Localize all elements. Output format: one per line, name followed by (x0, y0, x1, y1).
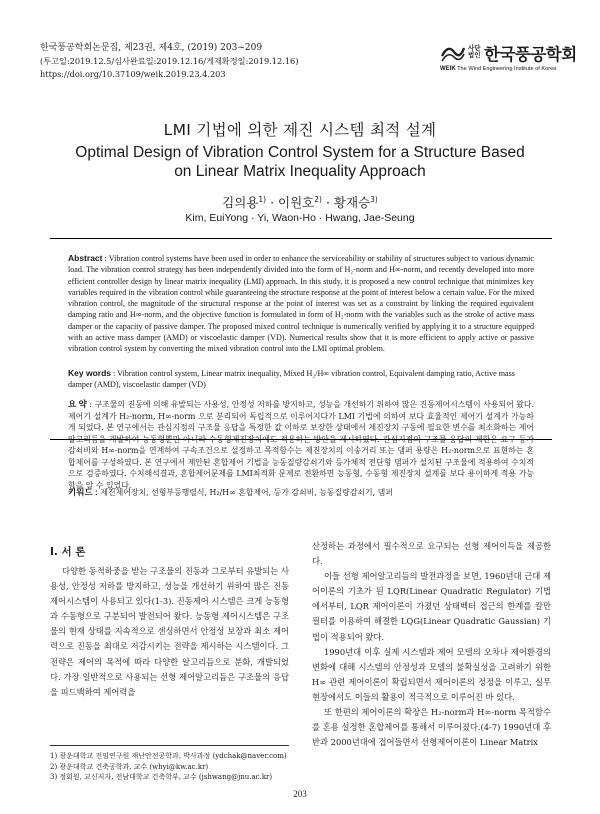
doi-link[interactable]: https://doi.org/10.37109/weik.2019.23.4.203 (40, 69, 226, 79)
society-logo (440, 40, 577, 78)
keywords: Key words : Vibration control system, Linear matrix inequality, Mixed H₂/H∞ vibration control, Equivalent damping ratio, Active mass damper (AMD), viscoelastic damper (VD) (68, 368, 515, 390)
abstract-label: Abstract (68, 253, 103, 263)
paragraph: 또 한편의 제어이론의 확장은 H₂-norm과 H∞-norm 목적함수를 혼용 설정한 혼합제어를 통해서 이루어졌다.(4-7) 1990년대 후반과 2000년대에 접어들면서 선형제어이론이 Linear Matrix (312, 707, 551, 748)
logo-small-label: 사단 법인 (468, 44, 481, 59)
author-name: 황재승 (333, 195, 371, 210)
logo-name-en (440, 66, 556, 72)
journal-citation: 한국풍공학회논문집, 제23권, 제4호, (2019) 203~209 (40, 43, 263, 53)
footnotes (50, 751, 300, 783)
submission-dates: (투고일:2019.12.5/심사완료일:2019.12.16/게재확정일:2019.12.16) (40, 56, 299, 66)
keywords-label: Key words (68, 368, 111, 378)
logo-english: The Wind Engineering Institute of Korea (457, 66, 557, 72)
body-right-column (312, 539, 551, 750)
footnote: 2) 광운대학교 건축공학과, 교수 (whyi@kw.ac.kr) (50, 762, 209, 771)
logo-abbr: WEIK (440, 66, 456, 72)
author-separator: · (266, 195, 279, 210)
abstract-text: Vibration control systems have been used in order to enhance the serviceability or stability of structures subject to various dynamic load. The vibration control strategy has been independently divided into the form of H₂-norm and H∞-norm, and recently developed into more efficient controller design by linear matrix inequality (LMI) approach. In this study, it is proposed a new control technique that minimizes key variables required in the vibration control while guaranteeing the structure response at the point of interest below a certain value. For the mixed vibration control, the magnitude of the structural response at the point of interest was set as a constraint by linking the required equivalent damping ratio and H∞-norm, and the objective function is formulated in form of H₂-norm with the variables such as the stroke of active mass damper or the capacity of passive damper. The proposed mixed control technique is numerically verified by applying it to a structure equipped with an active mass damper (AMD) or viscoelastic damper (VD). Numerical results show that it is more efficient to apply active or passive vibration control system by converting the mixed vibration control into the LMI optimal problem. (68, 254, 534, 354)
korean-keywords-text: 제진제어장치, 선형부등행렬식, H₂/H∞ 혼합제어, 등가 감쇠비, 능동질량감쇠기, 댐퍼 (100, 488, 393, 497)
paragraph: 1990년대 이후 실제 시스템과 제어 모델의 오차나 제어환경의 변화에 대해 시스템의 안정성과 모델의 불확실성을 고려하기 위한 H∞ 관련 제어이론이 확립되면서 제어이론의 정정을 이루고, 실무현장에서도 이들의 활용이 적극적으로 이루어진 바 있다. (312, 646, 551, 702)
authors-english: Kim, EuiYong · Yi, Waon-Ho · Hwang, Jae-Seung (185, 212, 415, 224)
keywords-text: Vibration control system, Linear matrix inequality, Mixed H₂/H∞ vibration control, Equivalent damping ratio, Active mass damper (AMD), viscoelastic damper (VD) (68, 369, 515, 390)
author-name: 김의용 (222, 195, 259, 210)
author-affiliation-mark: 3) (370, 194, 378, 204)
paragraph: 이들 선형 제어알고리듬의 발전과정을 보면, 1960년대 근대 제어이론의 기초가 된 LQR(Linear Quadratic Regulator) 기법에서부터, LQR 제어이론이 가졌던 상태벡터 접근의 한계를 칼만 필터를 이용하여 해결한 LQG(Linear Quadratic Gaussian) 기법이 적용되어 왔다. (312, 571, 551, 642)
author-name: 이원호 (278, 195, 315, 210)
summary-label: 요 약 (68, 399, 87, 409)
footnote: 3) 정회원, 교신저자, 전남대학교 건축학부, 교수 (jshwang@jnu.ac.kr) (50, 773, 273, 781)
korean-keywords-label: 키워드 : (68, 487, 98, 497)
section-heading: I. 서 론 (50, 546, 86, 558)
author-separator: · (321, 195, 334, 210)
journal-header (40, 42, 298, 81)
korean-keywords (68, 487, 534, 499)
author-affiliation-mark: 1) (258, 194, 267, 204)
footnote: 1) 광운대학교 전임연구원 재난안전공학과, 박사과정 (ydchak@naver.com) (50, 752, 287, 760)
authors-korean (0, 193, 600, 211)
korean-summary: 요 약 : 구조물의 진동에 의해 유발되는 사용성, 안정성 저하를 방지하고, 성능을 개선하기 위하여 많은 진동제어시스템이 사용되어 왔다. 제어기 설계가 H₂-norm, H∞-norm 으로 분리되어 독립적으로 이루어지다가 LMI 기법에 의하여 보다 효율적인 제어기 설계가 가능하게 되었다. 본 연구에서는 관심지점의 구조물 응답을 특정한 값 이하로 보장한 상태에서 제진장치 구동에 필요한 변수를 최소화하는 제어알고리듬을 개발하여 능동형뿐만 아니라 수동형제진장치에도 적용하는 방안을 제시하였다. 관심지점의 구조물 응답의 제한은 요구 등가감쇠비와 H∞-norm을 연계하여 구속조건으로 설정하고 목적함수는 제진장치의 이송거리 또는 댐퍼 용량은 H₂-norm으로 표현하는 혼합제어를 구성하였다. 본 연구에서 제안된 혼합제어 기법을 능동질량감쇠기와 등가체적 전단형 댐퍼가 설치된 구조물에 적용하여 수치적으로 검증하였다. 수치해석결과, 혼합제어문제를 LMI최적화 문제로 전환하면 능동형, 수동형 제진장치 설계를 보다 용이하게 적용 가능함을 알 수 있었다. (68, 399, 534, 490)
body-left-column (50, 564, 289, 700)
title-english: Optimal Design of Vibration Control System for a Structure Based on Linear Matrix Inequality Approach (75, 144, 525, 180)
footnote-divider (50, 745, 289, 746)
summary-text: 구조물의 진동에 의해 유발되는 사용성, 안정성 저하를 방지하고, 성능을 개선하기 위하여 많은 진동제어시스템이 사용되어 왔다. 제어기 설계가 H₂-norm, H∞-norm 으로 분리되어 독립적으로 이루어지다가 LMI 기법에 의하여 보다 효율적인 제어기 설계가 가능하게 되었다. 본 연구에서는 관심지점의 구조물 응답을 특정한 값 이하로 보장한 상태에서 제진장치 구동에 필요한 변수를 최소화하는 제어알고리듬을 개발하여 능동형뿐만 아니라 수동형제진장치에도 적용하는 방안을 제시하였다. 관심지점의 구조물 응답의 제한은 요구 등가감쇠비와 H∞-norm을 연계하여 구속조건으로 설정하고 목적함수는 제진장치의 이송거리 또는 댐퍼 용량은 H₂-norm으로 표현하는 혼합제어를 구성하였다. 본 연구에서 제안된 혼합제어 기법을 능동질량감쇠기와 등가체적 전단형 댐퍼가 설치된 구조물에 적용하여 수치적으로 검증하였다. 수치해석결과, 혼합제어문제를 LMI최적화 문제로 전환하면 능동형, 수동형 제진장치 설계를 보다 용이하게 적용 가능함을 알 수 있었다. (68, 400, 534, 490)
paragraph: 다양한 동적하중을 받는 구조물의 진동과 그로부터 유발되는 사용성, 안정성 저하를 방지하고, 성능을 개선하기 위하여 많은 진동제어시스템이 사용되고 있다(1-3). 진동제어 시스템은 크게 능동형과 수동형으로 구분되어 발전되어 왔다. 능동형 제어시스템은 구조물의 현재 상태를 지속적으로 센싱하면서 안정성 보장과 최소 제어력으로 진동을 최대로 저감시키는 전략을 제시하는 시스템이다. 그 전략은 제어의 목적에 따라 다양한 알고리듬으로 분화, 개발되었다. 가장 일반적으로 사용되는 선형 제어알고리듬은 구조물의 응답을 피드백하여 제어력을 (50, 566, 289, 697)
author-affiliation-mark: 2) (314, 194, 322, 204)
paragraph: 산정하는 과정에서 필수적으로 요구되는 선형 제어이득을 제공한다. (312, 541, 551, 567)
page-number: 203 (293, 789, 307, 799)
wind-wave-icon (440, 42, 466, 64)
title-korean: LMI 기법에 의한 제진 시스템 최적 설계 (163, 121, 437, 139)
abstract: Abstract : Vibration control systems have been used in order to enhance the serviceability or stability of structures subject to various dynamic load. The vibration control strategy has been independently divided into the form of H₂-norm and H∞-norm, and recently developed into more efficient controller design by linear matrix inequality (LMI) approach. In this study, it is proposed a new control technique that minimizes key variables required in the vibration control while guaranteeing the structure response at the point of interest below a certain value. For the mixed vibration control, the magnitude of the structural response at the point of interest was set as a constraint by linking the required equivalent damping ratio and H∞-norm, and the objective function is formulated in form of H₂-norm with the variables such as the stroke of active mass damper or the capacity of passive damper. The proposed mixed control technique is numerically verified by applying it to a structure equipped with an active mass damper (AMD) or viscoelastic damper (VD). Numerical results show that it is more efficient to apply active or passive vibration control system by converting the mixed vibration control into the LMI optimal problem. (68, 253, 534, 354)
logo-name-ko: 한국풍공학회 (484, 45, 577, 64)
